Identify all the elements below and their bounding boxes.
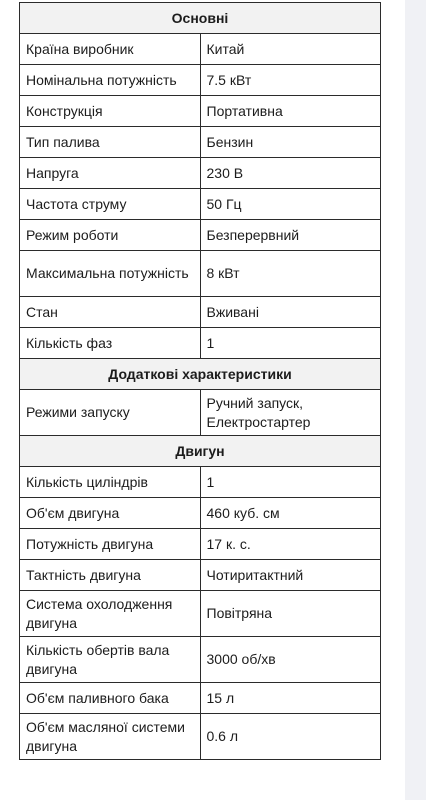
table-row xyxy=(20,560,381,591)
spec-label: Номінальна потужність xyxy=(20,65,201,96)
table-row xyxy=(20,34,381,65)
spec-label: Кількість циліндрів xyxy=(20,467,201,498)
table-row xyxy=(20,127,381,158)
spec-label: Система охолодження двигуна xyxy=(20,591,201,637)
spec-value: Вживані xyxy=(200,297,381,328)
table-row xyxy=(20,498,381,529)
spec-value: Чотиритактний xyxy=(200,560,381,591)
spec-label: Режим роботи xyxy=(20,220,201,251)
table-row xyxy=(20,251,381,297)
table-row xyxy=(20,467,381,498)
spec-label: Напруга xyxy=(20,158,201,189)
section-title: Двигун xyxy=(20,436,381,467)
spec-value: Портативна xyxy=(200,96,381,127)
section-header-row xyxy=(20,359,381,390)
spec-value: 230 В xyxy=(200,158,381,189)
spec-label: Частота струму xyxy=(20,189,201,220)
spec-value: Ручний запуск, Електростартер xyxy=(200,390,381,436)
table-row xyxy=(20,297,381,328)
spec-value: Бензин xyxy=(200,127,381,158)
spec-label: Максимальна потужність xyxy=(20,251,201,297)
spec-value: 7.5 кВт xyxy=(200,65,381,96)
spec-label: Кількість фаз xyxy=(20,328,201,359)
spec-label: Стан xyxy=(20,297,201,328)
table-row xyxy=(20,189,381,220)
table-row xyxy=(20,96,381,127)
spec-label: Об'єм двигуна xyxy=(20,498,201,529)
spec-value: Повітряна xyxy=(200,591,381,637)
spec-value: 460 куб. см xyxy=(200,498,381,529)
table-row xyxy=(20,328,381,359)
spec-value: Китай xyxy=(200,34,381,65)
spec-label: Кількість обертів вала двигуна xyxy=(20,637,201,683)
spec-label: Режими запуску xyxy=(20,390,201,436)
section-title: Основні xyxy=(20,3,381,34)
specifications-table xyxy=(19,2,381,760)
spec-label: Тактність двигуна xyxy=(20,560,201,591)
spec-value: 1 xyxy=(200,328,381,359)
spec-label: Країна виробник xyxy=(20,34,201,65)
table-row xyxy=(20,714,381,760)
table-row xyxy=(20,158,381,189)
spec-label: Об'єм паливного бака xyxy=(20,683,201,714)
section-header-row xyxy=(20,3,381,34)
spec-value: 50 Гц xyxy=(200,189,381,220)
spec-value: 15 л xyxy=(200,683,381,714)
spec-label: Тип палива xyxy=(20,127,201,158)
spec-value: 1 xyxy=(200,467,381,498)
table-row xyxy=(20,220,381,251)
spec-value: 17 к. с. xyxy=(200,529,381,560)
table-row xyxy=(20,390,381,436)
spec-value: 3000 об/хв xyxy=(200,637,381,683)
section-title: Додаткові характеристики xyxy=(20,359,381,390)
table-row xyxy=(20,637,381,683)
section-header-row xyxy=(20,436,381,467)
table-row xyxy=(20,529,381,560)
spec-label: Потужність двигуна xyxy=(20,529,201,560)
spec-value: 8 кВт xyxy=(200,251,381,297)
table-row xyxy=(20,683,381,714)
spec-label: Конструкція xyxy=(20,96,201,127)
page-side-strip xyxy=(405,0,426,800)
table-row xyxy=(20,591,381,637)
spec-label: Об'єм масляної системи двигуна xyxy=(20,714,201,760)
spec-value: Безперервний xyxy=(200,220,381,251)
table-row xyxy=(20,65,381,96)
spec-value: 0.6 л xyxy=(200,714,381,760)
